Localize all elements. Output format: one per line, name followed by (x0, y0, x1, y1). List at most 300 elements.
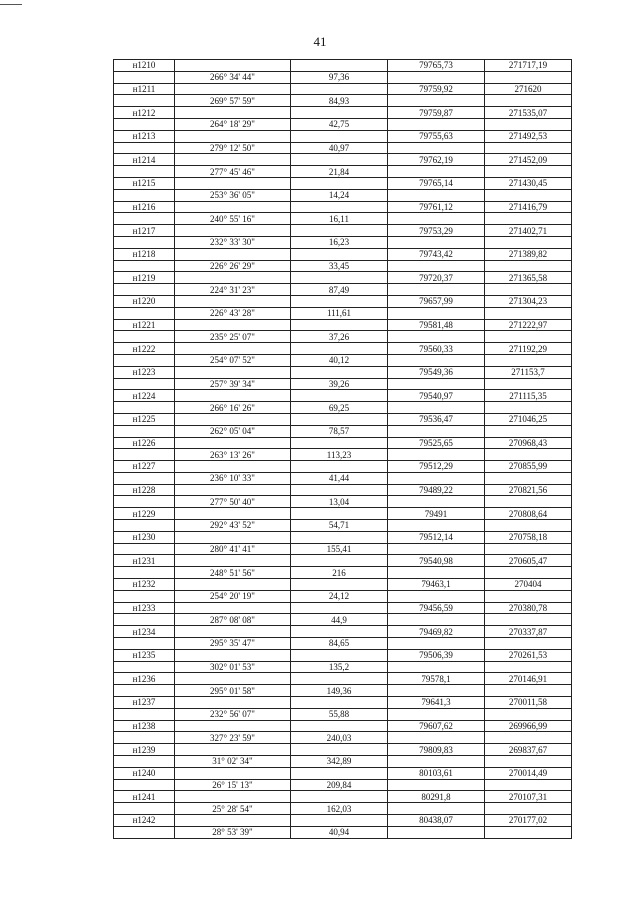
empty-cell (388, 708, 485, 720)
empty-cell (291, 437, 388, 449)
y-coordinate-cell: 269966,99 (485, 720, 572, 732)
point-id-cell: н1234 (114, 626, 175, 638)
point-id-cell: н1231 (114, 555, 175, 567)
empty-cell (388, 71, 485, 83)
direction-angle-cell: 26° 15' 13" (175, 779, 291, 791)
empty-cell (114, 685, 175, 697)
empty-cell (485, 213, 572, 225)
empty-cell (175, 295, 291, 307)
x-coordinate-cell: 79641,3 (388, 697, 485, 709)
point-row (114, 248, 572, 260)
y-coordinate-cell: 270380,78 (485, 602, 572, 614)
empty-cell (388, 307, 485, 319)
point-id-cell: н1217 (114, 225, 175, 237)
x-coordinate-cell: 79512,14 (388, 531, 485, 543)
empty-cell (485, 638, 572, 650)
x-coordinate-cell: 79762,19 (388, 154, 485, 166)
empty-cell (485, 543, 572, 555)
point-row (114, 319, 572, 331)
x-coordinate-cell: 79525,65 (388, 437, 485, 449)
direction-angle-cell: 266° 34' 44" (175, 71, 291, 83)
direction-angle-cell: 257° 39' 34" (175, 378, 291, 390)
y-coordinate-cell: 271192,29 (485, 343, 572, 355)
empty-cell (114, 779, 175, 791)
empty-cell (114, 756, 175, 768)
point-row (114, 154, 572, 166)
segment-row (114, 520, 572, 532)
y-coordinate-cell: 271153,7 (485, 366, 572, 378)
empty-cell (175, 366, 291, 378)
empty-cell (114, 71, 175, 83)
x-coordinate-cell: 79456,59 (388, 602, 485, 614)
empty-cell (114, 378, 175, 390)
point-id-cell: н1214 (114, 154, 175, 166)
empty-cell (485, 71, 572, 83)
point-id-cell: н1236 (114, 673, 175, 685)
empty-cell (114, 354, 175, 366)
segment-length-cell: 40,97 (291, 142, 388, 154)
direction-angle-cell: 269° 57' 59" (175, 95, 291, 107)
point-id-cell: н1224 (114, 390, 175, 402)
segment-row (114, 95, 572, 107)
direction-angle-cell: 287° 08' 08" (175, 614, 291, 626)
segment-row (114, 567, 572, 579)
point-row (114, 626, 572, 638)
segment-row (114, 496, 572, 508)
point-id-cell: н1211 (114, 83, 175, 95)
empty-cell (175, 555, 291, 567)
empty-cell (291, 272, 388, 284)
point-id-cell: н1238 (114, 720, 175, 732)
empty-cell (114, 614, 175, 626)
y-coordinate-cell: 270605,47 (485, 555, 572, 567)
point-id-cell: н1226 (114, 437, 175, 449)
y-coordinate-cell: 271046,25 (485, 413, 572, 425)
empty-cell (485, 732, 572, 744)
empty-cell (114, 661, 175, 673)
empty-cell (485, 378, 572, 390)
y-coordinate-cell: 271304,23 (485, 295, 572, 307)
empty-cell (388, 95, 485, 107)
empty-cell (485, 803, 572, 815)
segment-length-cell: 44,9 (291, 614, 388, 626)
segment-length-cell: 149,36 (291, 685, 388, 697)
empty-cell (291, 413, 388, 425)
segment-length-cell: 16,11 (291, 213, 388, 225)
point-row (114, 130, 572, 142)
segment-row (114, 590, 572, 602)
x-coordinate-cell: 80291,8 (388, 791, 485, 803)
direction-angle-cell: 236° 10' 33" (175, 472, 291, 484)
empty-cell (388, 260, 485, 272)
point-id-cell: н1237 (114, 697, 175, 709)
empty-cell (485, 354, 572, 366)
point-id-cell: н1228 (114, 484, 175, 496)
point-row (114, 225, 572, 237)
empty-cell (485, 520, 572, 532)
y-coordinate-cell: 270808,64 (485, 508, 572, 520)
point-row (114, 555, 572, 567)
direction-angle-cell: 226° 26' 29" (175, 260, 291, 272)
point-row (114, 83, 572, 95)
x-coordinate-cell: 79720,37 (388, 272, 485, 284)
segment-length-cell: 162,03 (291, 803, 388, 815)
point-row (114, 201, 572, 213)
segment-row (114, 118, 572, 130)
empty-cell (291, 744, 388, 756)
direction-angle-cell: 266° 16' 26" (175, 402, 291, 414)
x-coordinate-cell: 79540,98 (388, 555, 485, 567)
empty-cell (388, 331, 485, 343)
y-coordinate-cell: 271115,35 (485, 390, 572, 402)
empty-cell (291, 343, 388, 355)
empty-cell (485, 449, 572, 461)
point-row (114, 484, 572, 496)
empty-cell (175, 508, 291, 520)
empty-cell (175, 461, 291, 473)
empty-cell (388, 378, 485, 390)
empty-cell (291, 484, 388, 496)
point-id-cell: н1212 (114, 107, 175, 119)
point-row (114, 107, 572, 119)
segment-length-cell: 113,23 (291, 449, 388, 461)
y-coordinate-cell: 271389,82 (485, 248, 572, 260)
x-coordinate-cell: 80438,07 (388, 815, 485, 827)
empty-cell (291, 248, 388, 260)
x-coordinate-cell: 79759,92 (388, 83, 485, 95)
direction-angle-cell: 248° 51' 56" (175, 567, 291, 579)
segment-length-cell: 135,2 (291, 661, 388, 673)
page-number: 41 (313, 34, 327, 49)
empty-cell (175, 201, 291, 213)
x-coordinate-cell: 79743,42 (388, 248, 485, 260)
segment-row (114, 331, 572, 343)
segment-row (114, 284, 572, 296)
segment-row (114, 661, 572, 673)
segment-row (114, 378, 572, 390)
point-id-cell: н1230 (114, 531, 175, 543)
point-row (114, 413, 572, 425)
empty-cell (114, 590, 175, 602)
empty-cell (114, 236, 175, 248)
empty-cell (388, 496, 485, 508)
empty-cell (114, 118, 175, 130)
empty-cell (175, 626, 291, 638)
empty-cell (388, 402, 485, 414)
y-coordinate-cell: 271492,53 (485, 130, 572, 142)
empty-cell (175, 720, 291, 732)
y-coordinate-cell: 270968,43 (485, 437, 572, 449)
empty-cell (291, 697, 388, 709)
empty-cell (388, 425, 485, 437)
point-id-cell: н1239 (114, 744, 175, 756)
empty-cell (175, 767, 291, 779)
y-coordinate-cell: 270014,49 (485, 767, 572, 779)
point-row (114, 602, 572, 614)
x-coordinate-cell: 79506,39 (388, 649, 485, 661)
coordinates-table-body (114, 60, 572, 839)
empty-cell (388, 543, 485, 555)
empty-cell (485, 95, 572, 107)
empty-cell (291, 673, 388, 685)
empty-cell (291, 225, 388, 237)
y-coordinate-cell: 271222,97 (485, 319, 572, 331)
point-id-cell: н1213 (114, 130, 175, 142)
empty-cell (291, 366, 388, 378)
segment-length-cell: 37,26 (291, 331, 388, 343)
y-coordinate-cell: 270758,18 (485, 531, 572, 543)
empty-cell (291, 767, 388, 779)
empty-cell (175, 484, 291, 496)
segment-length-cell: 87,49 (291, 284, 388, 296)
empty-cell (485, 661, 572, 673)
segment-length-cell: 97,36 (291, 71, 388, 83)
empty-cell (291, 626, 388, 638)
point-row (114, 272, 572, 284)
empty-cell (485, 779, 572, 791)
point-row (114, 60, 572, 72)
empty-cell (485, 142, 572, 154)
empty-cell (388, 118, 485, 130)
direction-angle-cell: 25° 28' 54" (175, 803, 291, 815)
x-coordinate-cell: 79512,29 (388, 461, 485, 473)
empty-cell (485, 826, 572, 838)
segment-length-cell: 78,57 (291, 425, 388, 437)
empty-cell (388, 449, 485, 461)
empty-cell (388, 236, 485, 248)
empty-cell (114, 708, 175, 720)
empty-cell (485, 236, 572, 248)
x-coordinate-cell: 79759,87 (388, 107, 485, 119)
empty-cell (175, 531, 291, 543)
segment-length-cell: 39,26 (291, 378, 388, 390)
y-coordinate-cell: 270107,31 (485, 791, 572, 803)
point-id-cell: н1233 (114, 602, 175, 614)
empty-cell (388, 685, 485, 697)
empty-cell (485, 708, 572, 720)
segment-length-cell: 42,75 (291, 118, 388, 130)
empty-cell (485, 685, 572, 697)
direction-angle-cell: 264° 18' 29" (175, 118, 291, 130)
empty-cell (175, 815, 291, 827)
segment-length-cell: 24,12 (291, 590, 388, 602)
empty-cell (114, 284, 175, 296)
y-coordinate-cell: 271402,71 (485, 225, 572, 237)
segment-row (114, 779, 572, 791)
segment-row (114, 354, 572, 366)
segment-row (114, 449, 572, 461)
empty-cell (388, 567, 485, 579)
direction-angle-cell: 295° 01' 58" (175, 685, 291, 697)
empty-cell (291, 815, 388, 827)
x-coordinate-cell: 79607,62 (388, 720, 485, 732)
empty-cell (291, 390, 388, 402)
direction-angle-cell: 277° 50' 40" (175, 496, 291, 508)
y-coordinate-cell: 271452,09 (485, 154, 572, 166)
point-row (114, 815, 572, 827)
y-coordinate-cell: 271430,45 (485, 177, 572, 189)
point-row (114, 390, 572, 402)
direction-angle-cell: 226° 43' 28" (175, 307, 291, 319)
empty-cell (388, 189, 485, 201)
segment-row (114, 166, 572, 178)
empty-cell (114, 402, 175, 414)
x-coordinate-cell: 79765,14 (388, 177, 485, 189)
empty-cell (485, 472, 572, 484)
empty-cell (291, 319, 388, 331)
empty-cell (291, 791, 388, 803)
empty-cell (175, 791, 291, 803)
y-coordinate-cell: 270855,99 (485, 461, 572, 473)
x-coordinate-cell: 79755,63 (388, 130, 485, 142)
empty-cell (388, 590, 485, 602)
direction-angle-cell: 28° 53' 39" (175, 826, 291, 838)
empty-cell (114, 142, 175, 154)
segment-row (114, 402, 572, 414)
empty-cell (291, 555, 388, 567)
empty-cell (114, 638, 175, 650)
point-id-cell: н1242 (114, 815, 175, 827)
segment-length-cell: 342,89 (291, 756, 388, 768)
segment-length-cell: 84,93 (291, 95, 388, 107)
empty-cell (388, 284, 485, 296)
empty-cell (114, 496, 175, 508)
segment-row (114, 472, 572, 484)
point-row (114, 343, 572, 355)
segment-length-cell: 40,94 (291, 826, 388, 838)
empty-cell (114, 425, 175, 437)
direction-angle-cell: 292° 43' 52" (175, 520, 291, 532)
direction-angle-cell: 277° 45' 46" (175, 166, 291, 178)
point-id-cell: н1216 (114, 201, 175, 213)
empty-cell (114, 166, 175, 178)
point-row (114, 649, 572, 661)
direction-angle-cell: 280° 41' 41" (175, 543, 291, 555)
point-id-cell: н1223 (114, 366, 175, 378)
y-coordinate-cell: 270337,87 (485, 626, 572, 638)
empty-cell (485, 331, 572, 343)
x-coordinate-cell: 79536,47 (388, 413, 485, 425)
x-coordinate-cell: 79581,48 (388, 319, 485, 331)
segment-row (114, 708, 572, 720)
segment-length-cell: 54,71 (291, 520, 388, 532)
segment-row (114, 732, 572, 744)
empty-cell (291, 508, 388, 520)
empty-cell (175, 744, 291, 756)
empty-cell (114, 307, 175, 319)
empty-cell (175, 343, 291, 355)
segment-length-cell: 21,84 (291, 166, 388, 178)
empty-cell (114, 520, 175, 532)
point-id-cell: н1232 (114, 579, 175, 591)
segment-length-cell: 14,24 (291, 189, 388, 201)
empty-cell (291, 83, 388, 95)
empty-cell (291, 531, 388, 543)
x-coordinate-cell: 79463,1 (388, 579, 485, 591)
empty-cell (291, 130, 388, 142)
empty-cell (175, 60, 291, 72)
segment-row (114, 685, 572, 697)
point-id-cell: н1219 (114, 272, 175, 284)
empty-cell (485, 756, 572, 768)
empty-cell (388, 638, 485, 650)
empty-cell (114, 732, 175, 744)
point-row (114, 697, 572, 709)
x-coordinate-cell: 79761,12 (388, 201, 485, 213)
empty-cell (291, 579, 388, 591)
empty-cell (114, 260, 175, 272)
x-coordinate-cell: 79809,83 (388, 744, 485, 756)
empty-cell (388, 354, 485, 366)
y-coordinate-cell: 271416,79 (485, 201, 572, 213)
direction-angle-cell: 254° 07' 52" (175, 354, 291, 366)
empty-cell (485, 614, 572, 626)
direction-angle-cell: 302° 01' 53" (175, 661, 291, 673)
segment-length-cell: 209,84 (291, 779, 388, 791)
empty-cell (485, 166, 572, 178)
point-row (114, 461, 572, 473)
point-row (114, 791, 572, 803)
direction-angle-cell: 232° 33' 30" (175, 236, 291, 248)
point-row (114, 295, 572, 307)
y-coordinate-cell: 271535,07 (485, 107, 572, 119)
segment-row (114, 543, 572, 555)
empty-cell (291, 461, 388, 473)
direction-angle-cell: 253° 36' 05" (175, 189, 291, 201)
y-coordinate-cell: 270261,53 (485, 649, 572, 661)
empty-cell (291, 602, 388, 614)
x-coordinate-cell: 79657,99 (388, 295, 485, 307)
empty-cell (388, 779, 485, 791)
direction-angle-cell: 224° 31' 23" (175, 284, 291, 296)
empty-cell (291, 720, 388, 732)
empty-cell (388, 213, 485, 225)
point-row (114, 744, 572, 756)
empty-cell (175, 248, 291, 260)
empty-cell (291, 649, 388, 661)
direction-angle-cell: 240° 55' 16" (175, 213, 291, 225)
direction-angle-cell: 235° 25' 07" (175, 331, 291, 343)
x-coordinate-cell: 79549,36 (388, 366, 485, 378)
point-row (114, 767, 572, 779)
empty-cell (388, 756, 485, 768)
point-id-cell: н1215 (114, 177, 175, 189)
y-coordinate-cell: 270146,91 (485, 673, 572, 685)
empty-cell (291, 295, 388, 307)
empty-cell (388, 472, 485, 484)
segment-length-cell: 41,44 (291, 472, 388, 484)
point-row (114, 437, 572, 449)
segment-row (114, 213, 572, 225)
point-id-cell: н1227 (114, 461, 175, 473)
empty-cell (388, 142, 485, 154)
empty-cell (291, 154, 388, 166)
segment-length-cell: 69,25 (291, 402, 388, 414)
segment-row (114, 614, 572, 626)
direction-angle-cell: 295° 35' 47" (175, 638, 291, 650)
segment-length-cell: 55,88 (291, 708, 388, 720)
empty-cell (114, 826, 175, 838)
empty-cell (388, 826, 485, 838)
direction-angle-cell: 263° 13' 26" (175, 449, 291, 461)
point-id-cell: н1241 (114, 791, 175, 803)
empty-cell (485, 284, 572, 296)
segment-length-cell: 84,65 (291, 638, 388, 650)
empty-cell (388, 803, 485, 815)
empty-cell (175, 413, 291, 425)
segment-row (114, 803, 572, 815)
segment-row (114, 307, 572, 319)
